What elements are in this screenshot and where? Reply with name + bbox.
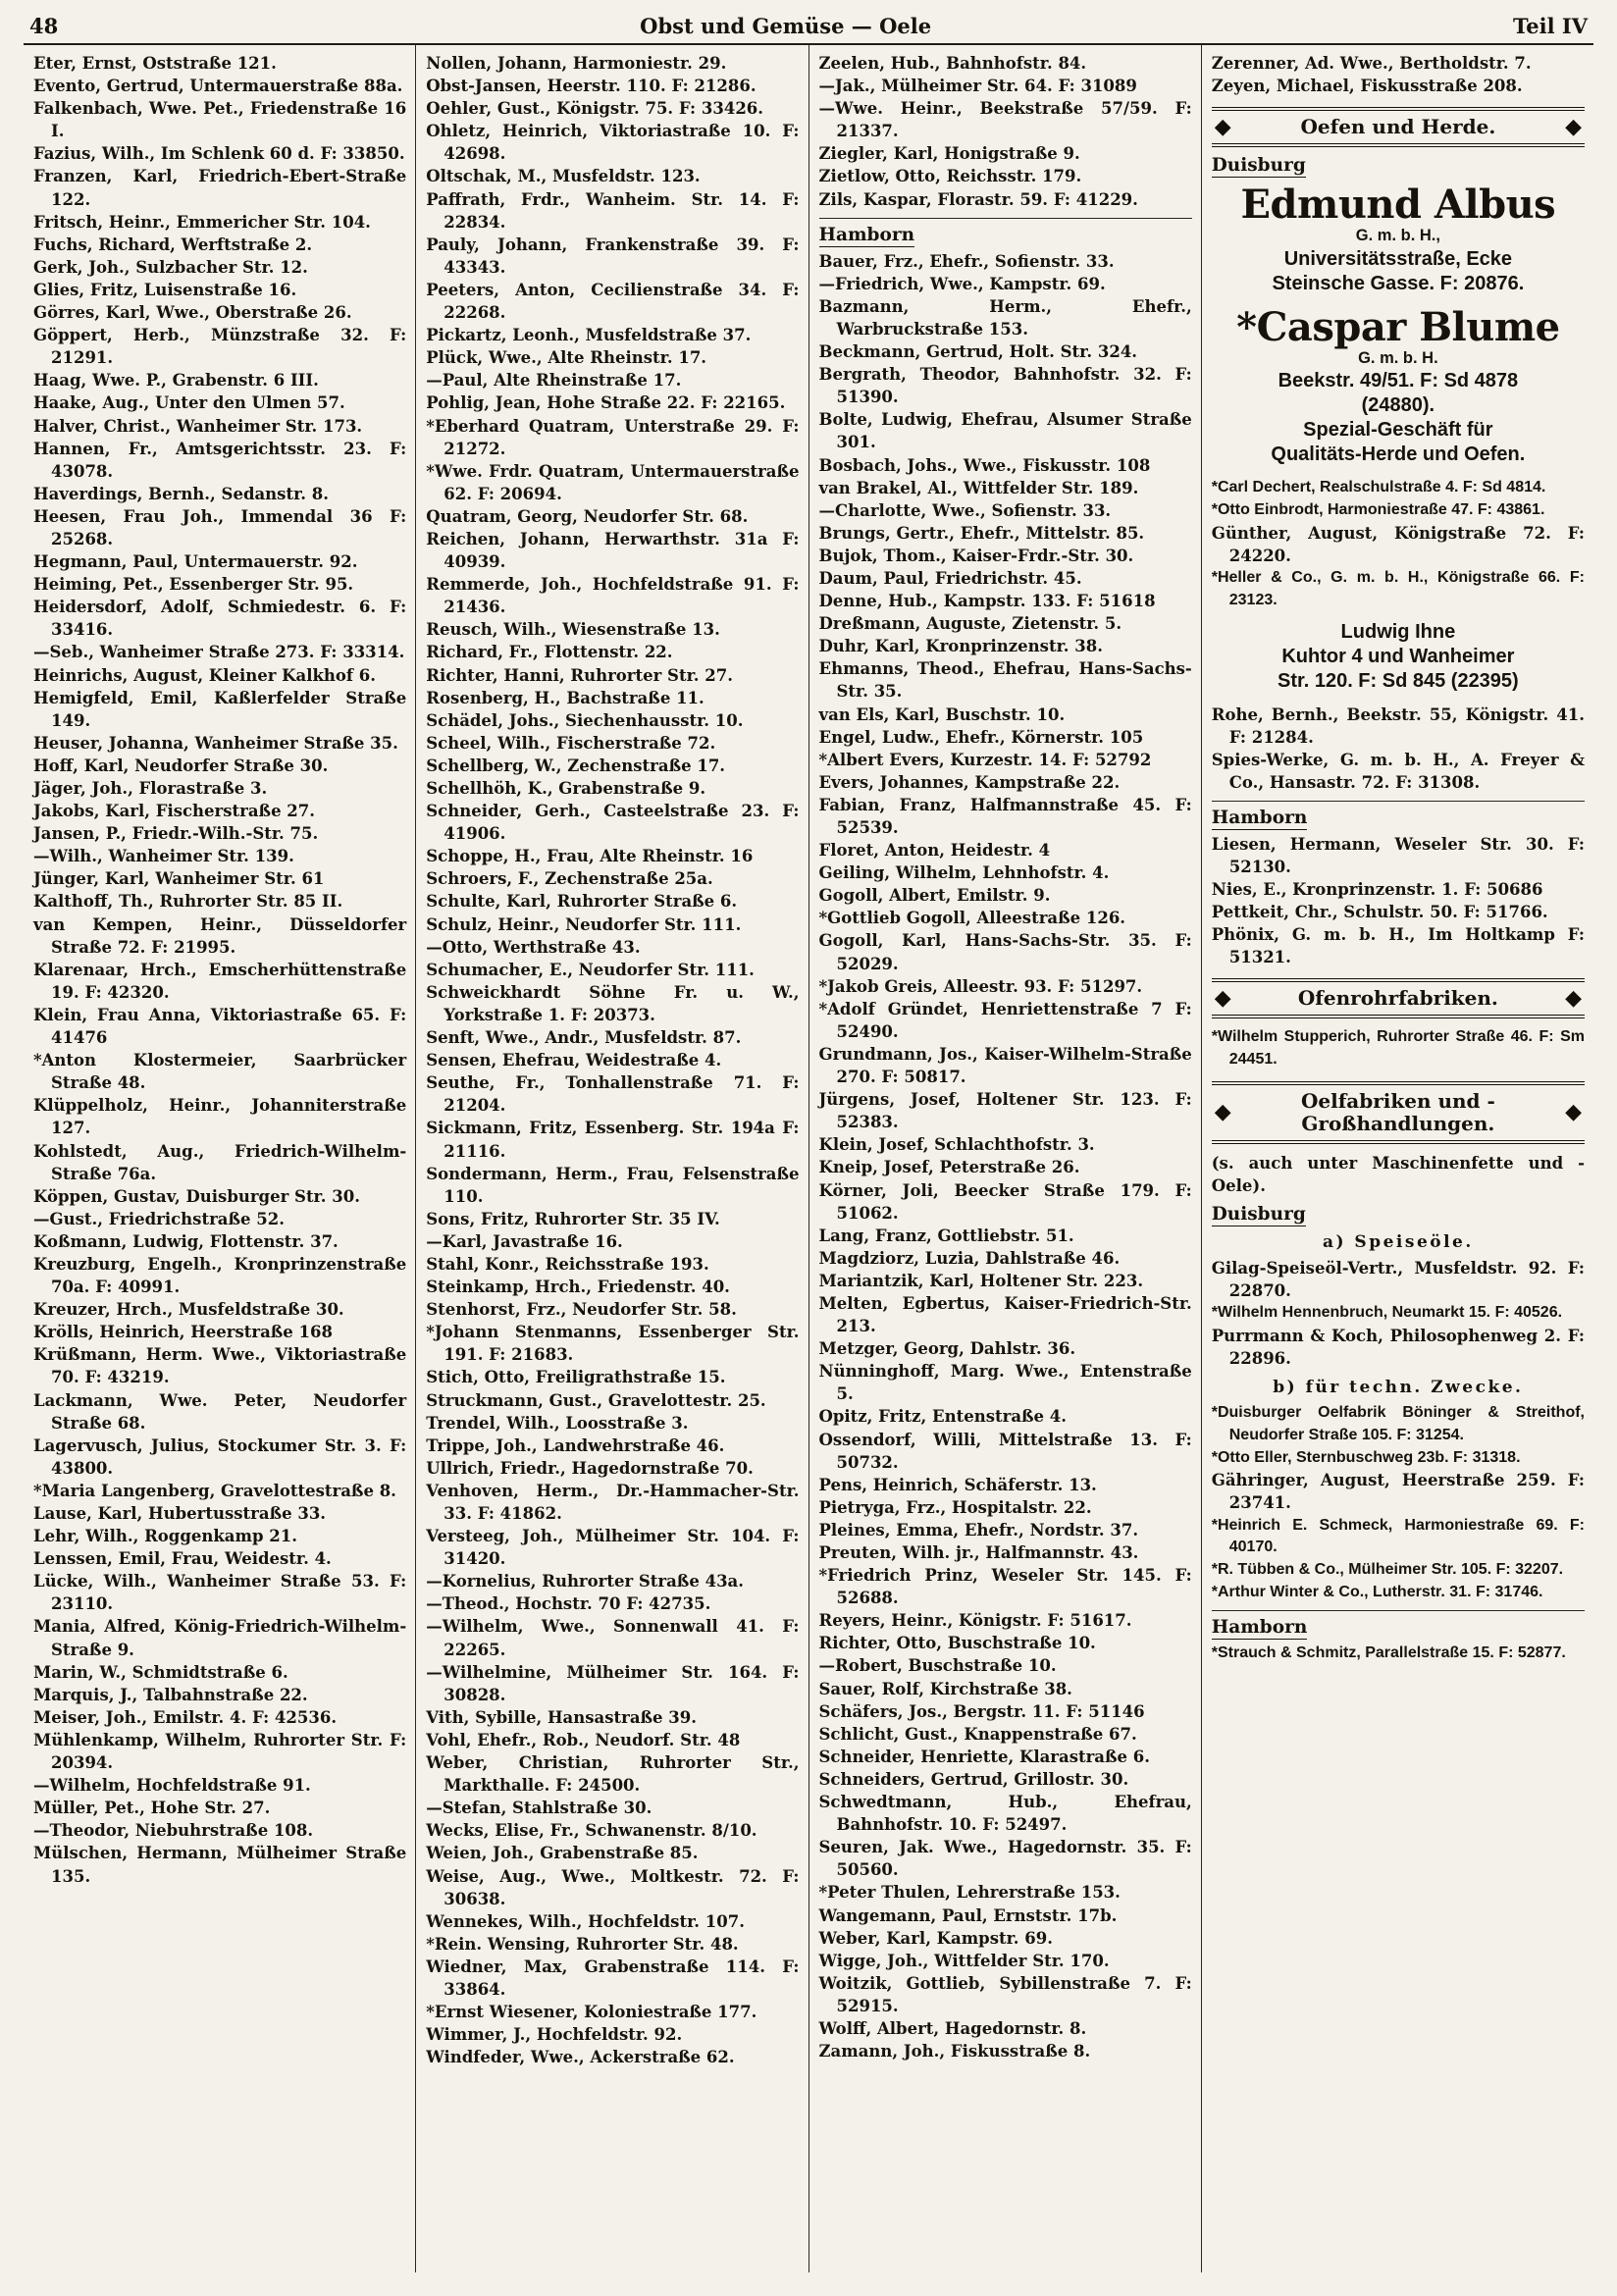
directory-entry: Meiser, Joh., Emilstr. 4. F: 42536. [33, 1707, 338, 1727]
directory-entry: Gogoll, Albert, Emilstr. 9. [818, 886, 1051, 906]
page-number: 48 [29, 14, 59, 38]
ad-line: Universitätsstraße, Ecke [1283, 247, 1513, 270]
directory-entry: Pleines, Emma, Ehefr., Nordstr. 37. [818, 1520, 1139, 1539]
directory-entry: Marquis, J., Talbahnstraße 22. [33, 1685, 308, 1704]
directory-entry: Falkenbach, Wwe. Pet., Friedenstraße 16 I. [33, 99, 407, 141]
directory-entry: Wennekes, Wilh., Hochfeldstr. 107. [426, 1911, 745, 1931]
directory-entry: Nollen, Johann, Harmoniestr. 29. [426, 54, 727, 73]
banner-ornament-right-icon: ◆ [1565, 1099, 1582, 1124]
directory-entry: Bosbach, Johs., Wwe., Fiskusstr. 108 [818, 455, 1151, 475]
directory-entry: Evers, Johannes, Kampstraße 22. [818, 772, 1121, 792]
directory-entry: Purrmann & Koch, Philosophenweg 2. F: 22896. [1211, 1326, 1585, 1369]
directory-entry: Windfeder, Wwe., Ackerstraße 62. [426, 2048, 735, 2067]
directory-entry: Daum, Paul, Friedrichstr. 45. [818, 568, 1082, 588]
directory-entry: Bujok, Thom., Kaiser-Frdr.-Str. 30. [818, 546, 1134, 565]
directory-entry: *Johann Stenmanns, Essenberger Str. 191. F: 21683. [426, 1323, 800, 1365]
directory-entry: Vith, Sybille, Hansastraße 39. [426, 1707, 698, 1727]
directory-entry: Marin, W., Schmidtstraße 6. [33, 1662, 288, 1682]
directory-entry: Mülschen, Hermann, Mülheimer Straße 135. [33, 1844, 407, 1886]
directory-entry: Klüppelholz, Heinr., Johanniterstraße 127. [33, 1096, 407, 1138]
directory-entry: Zeyen, Michael, Fiskusstraße 208. [1211, 77, 1523, 96]
directory-entry: Lause, Karl, Hubertusstraße 33. [33, 1504, 327, 1523]
directory-entry: Melten, Egbertus, Kaiser-Friedrich-Str. 213. [818, 1293, 1192, 1336]
directory-entry: Günther, August, Königstraße 72. F: 24220. [1211, 523, 1585, 565]
directory-entry-highlighted: *Heller & Co., G. m. b. H., Königstraße 66. F: 23123. [1211, 569, 1585, 608]
directory-entry: —Wwe. Heinr., Beekstraße 57/59. F: 21337. [818, 99, 1192, 141]
directory-entry: Kohlstedt, Aug., Friedrich-Wilhelm-Straße 76a. [33, 1141, 407, 1183]
directory-entry: Schellberg, W., Zechenstraße 17. [426, 756, 726, 775]
directory-entry: Hegmann, Paul, Untermauerstr. 92. [33, 552, 358, 572]
directory-entry: Zils, Kaspar, Florastr. 59. F: 41229. [818, 189, 1138, 209]
display-ad [1212, 183, 1585, 296]
ad-line: G. m. b. H., [1355, 227, 1440, 245]
directory-entry: van Kempen, Heinr., Düsseldorfer Straße 72. F: 21995. [33, 914, 407, 957]
cross-reference-note: (s. auch unter Maschinenfette und -Oele). [1211, 1153, 1585, 1195]
section-header [1212, 1610, 1585, 1638]
directory-entry: Pauly, Johann, Frankenstraße 39. F: 43343. [426, 235, 800, 277]
column-4 [1201, 45, 1593, 2272]
directory-entry: Gogoll, Karl, Hans-Sachs-Str. 35. F: 52029. [818, 931, 1192, 973]
directory-entry: Schroers, F., Zechenstraße 25a. [426, 869, 713, 889]
directory-entry: Zeelen, Hub., Bahnhofstr. 84. [818, 54, 1087, 73]
directory-entry: Schäfers, Jos., Bergstr. 11. F: 51146 [818, 1701, 1145, 1721]
directory-entry: Pohlig, Jean, Hohe Straße 22. F: 22165. [426, 393, 786, 413]
directory-entry: Kreuzer, Hrch., Musfeldstraße 30. [33, 1300, 344, 1320]
directory-entry: Haake, Aug., Unter den Ulmen 57. [33, 393, 345, 413]
directory-entry: Trendel, Wilh., Loosstraße 3. [426, 1413, 689, 1433]
directory-entry: Weien, Joh., Grabenstraße 85. [426, 1844, 699, 1863]
directory-entry-highlighted: *Heinrich E. Schmeck, Harmoniestraße 69. F: 40170. [1211, 1516, 1585, 1556]
directory-entry: Heuser, Johanna, Wanheimer Straße 35. [33, 733, 398, 753]
directory-entry: —Wilh., Wanheimer Str. 139. [33, 847, 294, 866]
directory-entry: Bazmann, Herm., Ehefr., Warbruckstraße 153. [818, 296, 1192, 339]
directory-entry: Geiling, Wilhelm, Lehnhofstr. 4. [818, 863, 1110, 883]
directory-entry: *Adolf Gründet, Henriettenstraße 7 F: 52490. [818, 999, 1192, 1041]
directory-entry: Preuten, Wilh. jr., Halfmannstr. 43. [818, 1543, 1139, 1562]
directory-entry: Schumacher, E., Neudorfer Str. 111. [426, 960, 755, 979]
directory-entry: van Els, Karl, Buschstr. 10. [818, 704, 1066, 724]
directory-entry: Wangemann, Paul, Ernststr. 17b. [818, 1905, 1118, 1925]
directory-entry: Remmerde, Joh., Hochfeldstraße 91. F: 21436. [426, 575, 800, 617]
directory-entry: Reichen, Johann, Herwarthstr. 31a F: 40939. [426, 529, 800, 572]
directory-entry: Heiming, Pet., Essenberger Str. 95. [33, 575, 354, 595]
directory-entry: Metzger, Georg, Dahlstr. 36. [818, 1339, 1076, 1359]
section-label: Duisburg [1211, 1204, 1306, 1226]
directory-entry: Seuren, Jak. Wwe., Hagedornstr. 35. F: 50560. [818, 1838, 1192, 1880]
page-part: Teil IV [1513, 14, 1588, 38]
directory-entry: Gerk, Joh., Sulzbacher Str. 12. [33, 257, 308, 277]
directory-entry: Klein, Josef, Schlachthofstr. 3. [818, 1135, 1095, 1155]
directory-entry: Ehmanns, Theod., Ehefrau, Hans-Sachs-Str. 35. [818, 659, 1192, 702]
directory-entry: Gähringer, August, Heerstraße 259. F: 23741. [1211, 1471, 1585, 1513]
directory-entry: Lenssen, Emil, Frau, Weidestr. 4. [33, 1549, 332, 1569]
directory-entry: Pickartz, Leonh., Musfeldstraße 37. [426, 326, 752, 345]
directory-entry: Duhr, Karl, Kronprinzenstr. 38. [818, 637, 1103, 656]
directory-entry: —Wilhelm, Hochfeldstraße 91. [33, 1776, 311, 1796]
directory-entry-highlighted: *Carl Dechert, Realschulstraße 4. F: Sd 4814. [1211, 479, 1546, 496]
directory-entry: Weber, Christian, Ruhrorter Str., Markthalle. F: 24500. [426, 1753, 800, 1796]
ad-line: G. m. b. H. [1358, 349, 1438, 367]
directory-entry: Heesen, Frau Joh., Immendal 36 F: 25268. [33, 506, 407, 548]
ad-line: Kuhtor 4 und Wanheimer [1281, 645, 1515, 667]
directory-entry: —Jak., Mülheimer Str. 64. F: 31089 [818, 77, 1137, 96]
directory-entry: Jünger, Karl, Wanheimer Str. 61 [33, 869, 325, 889]
directory-entry: Ziegler, Karl, Honigstraße 9. [818, 144, 1080, 164]
directory-entry: Stahl, Konr., Reichsstraße 193. [426, 1254, 709, 1274]
directory-entry: Struckmann, Gust., Gravelottestr. 25. [426, 1390, 766, 1410]
directory-entry: Stenhorst, Frz., Neudorfer Str. 58. [426, 1300, 737, 1320]
directory-entry: —Wilhelm, Wwe., Sonnenwall 41. F: 22265. [426, 1617, 800, 1659]
directory-entry: Klarenaar, Hrch., Emscherhüttenstraße 19. F: 42320. [33, 960, 407, 1002]
directory-entry: Quatram, Georg, Neudorfer Str. 68. [426, 506, 749, 526]
directory-entry: Woitzik, Gottlieb, Sybillenstraße 7. F: 52915. [818, 1973, 1192, 2015]
directory-entry: Gilag-Speiseöl-Vertr., Musfeldstr. 92. F: 22870. [1211, 1259, 1585, 1301]
directory-entry: Reyers, Heinr., Königstr. F: 51617. [818, 1611, 1132, 1631]
directory-entry: Schlicht, Gust., Knappenstraße 67. [818, 1724, 1137, 1744]
directory-entry: Dreßmann, Auguste, Zietenstr. 5. [818, 614, 1122, 634]
directory-entry: Phönix, G. m. b. H., Im Holtkamp F: 51321. [1211, 925, 1585, 967]
directory-entry: —Stefan, Stahlstraße 30. [426, 1799, 652, 1818]
directory-entry: —Gust., Friedrichstraße 52. [33, 1209, 285, 1228]
section-label: Hamborn [1211, 807, 1308, 828]
banner-ornament-left-icon: ◆ [1214, 985, 1231, 1011]
directory-entry: Weise, Aug., Wwe., Moltkestr. 72. F: 30638. [426, 1866, 800, 1908]
directory-entry: Liesen, Hermann, Weseler Str. 30. F: 52130. [1211, 834, 1585, 876]
directory-entry: Oehler, Gust., Königstr. 75. F: 33426. [426, 99, 764, 119]
directory-entry: Oltschak, M., Musfeldstr. 123. [426, 167, 701, 186]
section-header [819, 218, 1192, 245]
directory-entry: Körner, Joli, Beecker Straße 179. F: 51062. [818, 1180, 1192, 1223]
directory-entry: Spies-Werke, G. m. b. H., A. Freyer & Co., Hansastr. 72. F: 31308. [1211, 750, 1585, 792]
directory-entry: Nies, E., Kronprinzenstr. 1. F: 50686 [1211, 880, 1543, 900]
section-label: Duisburg [1211, 155, 1306, 177]
directory-entry: Mania, Alfred, König-Friedrich-Wilhelm-Straße 9. [33, 1617, 407, 1659]
directory-entry: Schwedtmann, Hub., Ehefrau, Bahnhofstr. 10. F: 52497. [818, 1793, 1192, 1835]
directory-entry: Mariantzik, Karl, Holtener Str. 223. [818, 1271, 1144, 1290]
directory-entry: Wimmer, J., Hochfeldstr. 92. [426, 2025, 683, 2045]
ad-line: Spezial-Geschäft für [1303, 419, 1493, 442]
directory-entry: Zietlow, Otto, Reichsstr. 179. [818, 167, 1082, 186]
directory-entry: Richard, Fr., Flottenstr. 22. [426, 643, 673, 662]
directory-entry: Jansen, P., Friedr.-Wilh.-Str. 75. [33, 824, 319, 844]
directory-entry: Plück, Wwe., Alte Rheinstr. 17. [426, 348, 707, 368]
directory-entry: Görres, Karl, Wwe., Oberstraße 26. [33, 303, 352, 323]
directory-entry: Haag, Wwe. P., Grabenstr. 6 III. [33, 371, 319, 391]
banner-ornament-right-icon: ◆ [1565, 985, 1582, 1011]
directory-entry: Heidersdorf, Adolf, Schmiedestr. 6. F: 33416. [33, 598, 407, 640]
directory-entry: Bolte, Ludwig, Ehefrau, Alsumer Straße 301. [818, 410, 1192, 452]
directory-entry: Peeters, Anton, Cecilienstraße 34. F: 22268. [426, 280, 800, 323]
directory-entry-highlighted: *Duisburger Oelfabrik Böninger & Streithof, Neudorfer Straße 105. F: 31254. [1211, 1404, 1585, 1443]
directory-entry: Fazius, Wilh., Im Schlenk 60 d. F: 33850. [33, 144, 405, 164]
directory-entry: Jäger, Joh., Florastraße 3. [33, 779, 268, 798]
directory-entry: Fritsch, Heinr., Emmericher Str. 104. [33, 212, 371, 232]
directory-entry: *Ernst Wiesener, Koloniestraße 177. [426, 2003, 757, 2022]
directory-entry: Versteeg, Joh., Mülheimer Str. 104. F: 31420. [426, 1527, 800, 1569]
directory-entry: Krölls, Heinrich, Heerstraße 168 [33, 1323, 333, 1342]
ad-line: Edmund Albus [1240, 182, 1556, 229]
directory-entry: Seuthe, Fr., Tonhallenstraße 71. F: 21204. [426, 1073, 800, 1116]
directory-entry: Wolff, Albert, Hagedornstr. 8. [818, 2018, 1087, 2038]
directory-entry: *Eberhard Quatram, Unterstraße 29. F: 21272. [426, 416, 800, 458]
directory-entry: Reusch, Wilh., Wiesenstraße 13. [426, 620, 720, 640]
directory-entry: *Gottlieb Gogoll, Alleestraße 126. [818, 909, 1126, 928]
column-3 [808, 45, 1201, 2272]
directory-entry: Schweickhardt Söhne Fr. u. W., Yorkstraße 1. F: 20373. [426, 982, 800, 1024]
directory-entry: Sons, Fritz, Ruhrorter Str. 35 IV. [426, 1209, 720, 1228]
directory-entry: Senft, Wwe., Andr., Musfeldstr. 87. [426, 1028, 742, 1048]
directory-entry: Schneider, Gerh., Casteelstraße 23. F: 41906. [426, 802, 800, 844]
directory-entry: Steinkamp, Hrch., Friedenstr. 40. [426, 1278, 730, 1297]
directory-entry: *Peter Thulen, Lehrerstraße 153. [818, 1883, 1121, 1903]
directory-entry: —Friedrich, Wwe., Kampstr. 69. [818, 274, 1106, 293]
directory-entry: *Albert Evers, Kurzestr. 14. F: 52792 [818, 750, 1152, 769]
banner-ornament-left-icon: ◆ [1214, 114, 1231, 139]
directory-entry: Eter, Ernst, Oststraße 121. [33, 54, 277, 73]
directory-entry: Krüßmann, Herm. Wwe., Viktoriastraße 70. F: 43219. [33, 1345, 407, 1387]
directory-entry: Hannen, Fr., Amtsgerichtsstr. 23. F: 43078. [33, 439, 407, 481]
directory-entry: Zerenner, Ad. Wwe., Bertholdstr. 7. [1211, 54, 1532, 73]
directory-entry: Schulte, Karl, Ruhrorter Straße 6. [426, 892, 738, 912]
directory-entry: —Robert, Buschstraße 10. [818, 1656, 1057, 1676]
directory-entry: Venhoven, Herm., Dr.-Hammacher-Str. 33. F: 41862. [426, 1481, 800, 1523]
directory-entry: *Anton Klostermeier, Saarbrücker Straße 48. [33, 1051, 407, 1093]
directory-entry: —Karl, Javastraße 16. [426, 1231, 623, 1251]
directory-entry: *Rein. Wensing, Ruhrorter Str. 48. [426, 1934, 739, 1954]
directory-entry: Weber, Karl, Kampstr. 69. [818, 1928, 1053, 1948]
directory-entry: Rosenberg, H., Bachstraße 11. [426, 688, 704, 707]
directory-entry: Ullrich, Friedr., Hagedornstraße 70. [426, 1458, 754, 1478]
directory-entry: Müller, Pet., Hohe Str. 27. [33, 1799, 271, 1818]
ad-line: Beekstr. 49/51. F: Sd 4878 [1278, 370, 1519, 392]
directory-entry: Lang, Franz, Gottliebstr. 51. [818, 1226, 1074, 1245]
banner-label: Oefen und Herde. [1300, 115, 1496, 139]
directory-entry: Rohe, Bernh., Beekstr. 55, Königstr. 41. F: 21284. [1211, 704, 1585, 747]
section-header [1212, 1204, 1585, 1225]
directory-entry: Wecks, Elise, Fr., Schwanenstr. 8/10. [426, 1821, 757, 1841]
directory-entry: Scheel, Wilh., Fischerstraße 72. [426, 733, 716, 753]
ad-line: (24880). [1361, 394, 1435, 417]
section-label: Hamborn [818, 224, 915, 245]
ad-line: Ludwig Ihne [1340, 620, 1456, 643]
directory-entry-highlighted: *Wilhelm Stupperich, Ruhrorter Straße 46. F: Sm 24451. [1211, 1028, 1585, 1069]
directory-entry: Wigge, Joh., Wittfelder Str. 170. [818, 1951, 1110, 1970]
directory-entry: Engel, Ludw., Ehefr., Körnerstr. 105 [818, 727, 1144, 747]
banner-label: Oelfabriken und -Großhandlungen. [1300, 1088, 1495, 1135]
directory-entry: Nünninghoff, Marg. Wwe., Entenstraße 5. [818, 1362, 1192, 1404]
directory-entry: Klein, Frau Anna, Viktoriastraße 65. F: 41476 [33, 1005, 407, 1048]
ad-line: *Caspar Blume [1236, 303, 1560, 350]
directory-entry: Bauer, Frz., Ehefr., Sofienstr. 33. [818, 251, 1115, 271]
directory-entry: Paffrath, Frdr., Wanheim. Str. 14. F: 22834. [426, 189, 800, 232]
directory-entry: Lagervusch, Julius, Stockumer Str. 3. F: 43800. [33, 1435, 407, 1478]
directory-entry: Sondermann, Herm., Frau, Felsenstraße 110. [426, 1164, 800, 1206]
directory-entry: Floret, Anton, Heidestr. 4 [818, 841, 1051, 861]
directory-entry: Lehr, Wilh., Roggenkamp 21. [33, 1527, 297, 1546]
directory-entry: Schulz, Heinr., Neudorfer Str. 111. [426, 914, 742, 934]
directory-entry: Pens, Heinrich, Schäferstr. 13. [818, 1475, 1097, 1494]
directory-entry: Opitz, Fritz, Entenstraße 4. [818, 1407, 1068, 1427]
directory-entry: *Jakob Greis, Alleestr. 93. F: 51297. [818, 976, 1143, 996]
directory-entry: *Friedrich Prinz, Weseler Str. 145. F: 52688. [818, 1566, 1192, 1608]
directory-entry: Wiedner, Max, Grabenstraße 114. F: 33864. [426, 1957, 800, 1999]
directory-entry: Evento, Gertrud, Untermauerstraße 88a. [33, 77, 403, 96]
category-banner [1212, 1081, 1585, 1144]
directory-entry: Schädel, Johs., Siechenhausstr. 10. [426, 710, 744, 730]
directory-entry: Obst-Jansen, Heerstr. 110. F: 21286. [426, 77, 756, 96]
subsection-header: b) für techn. Zwecke. [1273, 1378, 1524, 1398]
directory-entry: Zamann, Joh., Fiskusstraße 8. [818, 2042, 1091, 2061]
directory-entry-highlighted: *Strauch & Schmitz, Parallelstraße 15. F: 52877. [1211, 1644, 1566, 1662]
directory-entry: Ohletz, Heinrich, Viktoriastraße 10. F: 42698. [426, 122, 800, 164]
directory-entry-highlighted: *R. Tübben & Co., Mülheimer Str. 105. F: 32207. [1211, 1560, 1564, 1578]
directory-entry: Ossendorf, Willi, Mittelstraße 13. F: 50732. [818, 1430, 1192, 1472]
directory-entry-highlighted: *Arthur Winter & Co., Lutherstr. 31. F: 31746. [1211, 1583, 1543, 1600]
directory-entry: —Otto, Werthstraße 43. [426, 937, 641, 957]
directory-entry-highlighted: *Otto Einbrodt, Harmoniestraße 47. F: 43861. [1211, 501, 1545, 519]
directory-entry: Hoff, Karl, Neudorfer Straße 30. [33, 756, 329, 775]
directory-entry: Schoppe, H., Frau, Alte Rheinstr. 16 [426, 847, 754, 866]
directory-entry: Haverdings, Bernh., Sedanstr. 8. [33, 484, 329, 503]
banner-label: Ofenrohrfabriken. [1297, 986, 1498, 1011]
directory-entry: Denne, Hub., Kampstr. 133. F: 51618 [818, 592, 1156, 611]
directory-entry: *Wwe. Frdr. Quatram, Untermauerstraße 62. F: 20694. [426, 461, 800, 503]
directory-entry: Halver, Christ., Wanheimer Str. 173. [33, 416, 363, 436]
directory-entry: Koßmann, Ludwig, Flottenstr. 37. [33, 1231, 339, 1251]
directory-entry: —Wilhelmine, Mülheimer Str. 164. F: 30828. [426, 1662, 800, 1704]
directory-entry: Kneip, Josef, Peterstraße 26. [818, 1158, 1080, 1177]
directory-entry: Glies, Fritz, Luisenstraße 16. [33, 280, 297, 299]
directory-entry: —Paul, Alte Rheinstraße 17. [426, 371, 682, 391]
ad-line: Qualitäts-Herde und Oefen. [1271, 444, 1526, 466]
directory-entry: Stich, Otto, Freiligrathstraße 15. [426, 1368, 726, 1387]
directory-entry: Jürgens, Josef, Holtener Str. 123. F: 52383. [818, 1090, 1192, 1132]
ad-line: Str. 120. F: Sd 845 (22395) [1278, 669, 1519, 692]
column-1 [24, 45, 415, 2272]
directory-entry: Fuchs, Richard, Werftstraße 2. [33, 235, 313, 254]
directory-entry: —Theod., Hochstr. 70 F: 42735. [426, 1594, 711, 1614]
directory-entry: Franzen, Karl, Friedrich-Ebert-Straße 122. [33, 167, 407, 209]
directory-entry: Sauer, Rolf, Kirchstraße 38. [818, 1679, 1072, 1698]
directory-entry: Schellhöh, K., Grabenstraße 9. [426, 779, 706, 798]
directory-entry: Hemigfeld, Emil, Kaßlerfelder Straße 149. [33, 688, 407, 730]
column-2 [415, 45, 808, 2272]
directory-entry: Jakobs, Karl, Fischerstraße 27. [33, 802, 316, 821]
directory-entry: Mühlenkamp, Wilhelm, Ruhrorter Str. F: 20394. [33, 1730, 407, 1773]
directory-entry: —Charlotte, Wwe., Sofienstr. 33. [818, 500, 1112, 520]
directory-entry: Heinrichs, August, Kleiner Kalkhof 6. [33, 665, 376, 685]
subsection-header: a) Speiseöle. [1322, 1232, 1474, 1253]
display-ad [1212, 620, 1585, 694]
directory-entry: Kreuzburg, Engelh., Kronprinzenstraße 70a. F: 40991. [33, 1254, 407, 1297]
directory-entry: Sickmann, Fritz, Essenberg. Str. 194a F: 21116. [426, 1119, 800, 1161]
directory-entry-highlighted: *Otto Eller, Sternbuschweg 23b. F: 31318. [1211, 1448, 1521, 1466]
directory-entry: Pettkeit, Chr., Schulstr. 50. F: 51766. [1211, 903, 1548, 922]
section-header [1212, 155, 1585, 176]
directory-entry: Köppen, Gustav, Duisburger Str. 30. [33, 1186, 360, 1206]
page-title: Obst und Gemüse — Oele [640, 14, 932, 38]
directory-entry: Schneider, Henriette, Klarastraße 6. [818, 1747, 1150, 1766]
directory-entry: —Kornelius, Ruhrorter Straße 43a. [426, 1572, 744, 1592]
directory-entry: Pietryga, Frz., Hospitalstr. 22. [818, 1497, 1092, 1517]
banner-ornament-left-icon: ◆ [1214, 1099, 1231, 1124]
directory-columns [24, 45, 1593, 2272]
directory-entry-highlighted: *Wilhelm Hennenbruch, Neumarkt 15. F: 40526. [1211, 1304, 1563, 1322]
ad-line: Steinsche Gasse. F: 20876. [1272, 272, 1525, 294]
directory-entry: Bergrath, Theodor, Bahnhofstr. 32. F: 51390. [818, 365, 1192, 407]
banner-ornament-right-icon: ◆ [1565, 114, 1582, 139]
category-banner [1212, 107, 1585, 147]
directory-entry: Göppert, Herb., Münzstraße 32. F: 21291. [33, 326, 407, 368]
directory-entry: Brungs, Gertr., Ehefr., Mittelstr. 85. [818, 523, 1145, 543]
page-header [24, 14, 1593, 45]
directory-entry: Lackmann, Wwe. Peter, Neudorfer Straße 68. [33, 1390, 407, 1433]
directory-entry: Richter, Hanni, Ruhrorter Str. 27. [426, 665, 733, 685]
directory-entry: Fabian, Franz, Halfmannstraße 45. F: 52539. [818, 795, 1192, 837]
directory-entry: Vohl, Ehefr., Rob., Neudorf. Str. 48 [426, 1730, 741, 1749]
directory-entry: Lücke, Wilh., Wanheimer Straße 53. F: 23110. [33, 1572, 407, 1614]
directory-entry: Magdziorz, Luzia, Dahlstraße 46. [818, 1248, 1121, 1268]
directory-entry: *Maria Langenberg, Gravelottestraße 8. [33, 1481, 396, 1500]
directory-entry: Schneiders, Gertrud, Grillostr. 30. [818, 1769, 1129, 1789]
directory-entry: van Brakel, Al., Wittfelder Str. 189. [818, 478, 1139, 497]
directory-entry: Sensen, Ehefrau, Weidestraße 4. [426, 1051, 722, 1070]
directory-entry: Trippe, Joh., Landwehrstraße 46. [426, 1435, 725, 1455]
directory-entry: Kalthoff, Th., Ruhrorter Str. 85 II. [33, 892, 343, 912]
directory-entry: Beckmann, Gertrud, Holt. Str. 324. [818, 342, 1138, 362]
directory-entry: Richter, Otto, Buschstraße 10. [818, 1634, 1096, 1653]
directory-entry: —Seb., Wanheimer Straße 273. F: 33314. [33, 643, 405, 662]
category-banner [1212, 978, 1585, 1018]
directory-entry: —Theodor, Niebuhrstraße 108. [33, 1821, 314, 1841]
section-header [1212, 801, 1585, 828]
directory-entry: Grundmann, Jos., Kaiser-Wilhelm-Straße 270. F: 50817. [818, 1044, 1192, 1087]
section-label: Hamborn [1211, 1617, 1308, 1639]
display-ad [1212, 303, 1585, 468]
